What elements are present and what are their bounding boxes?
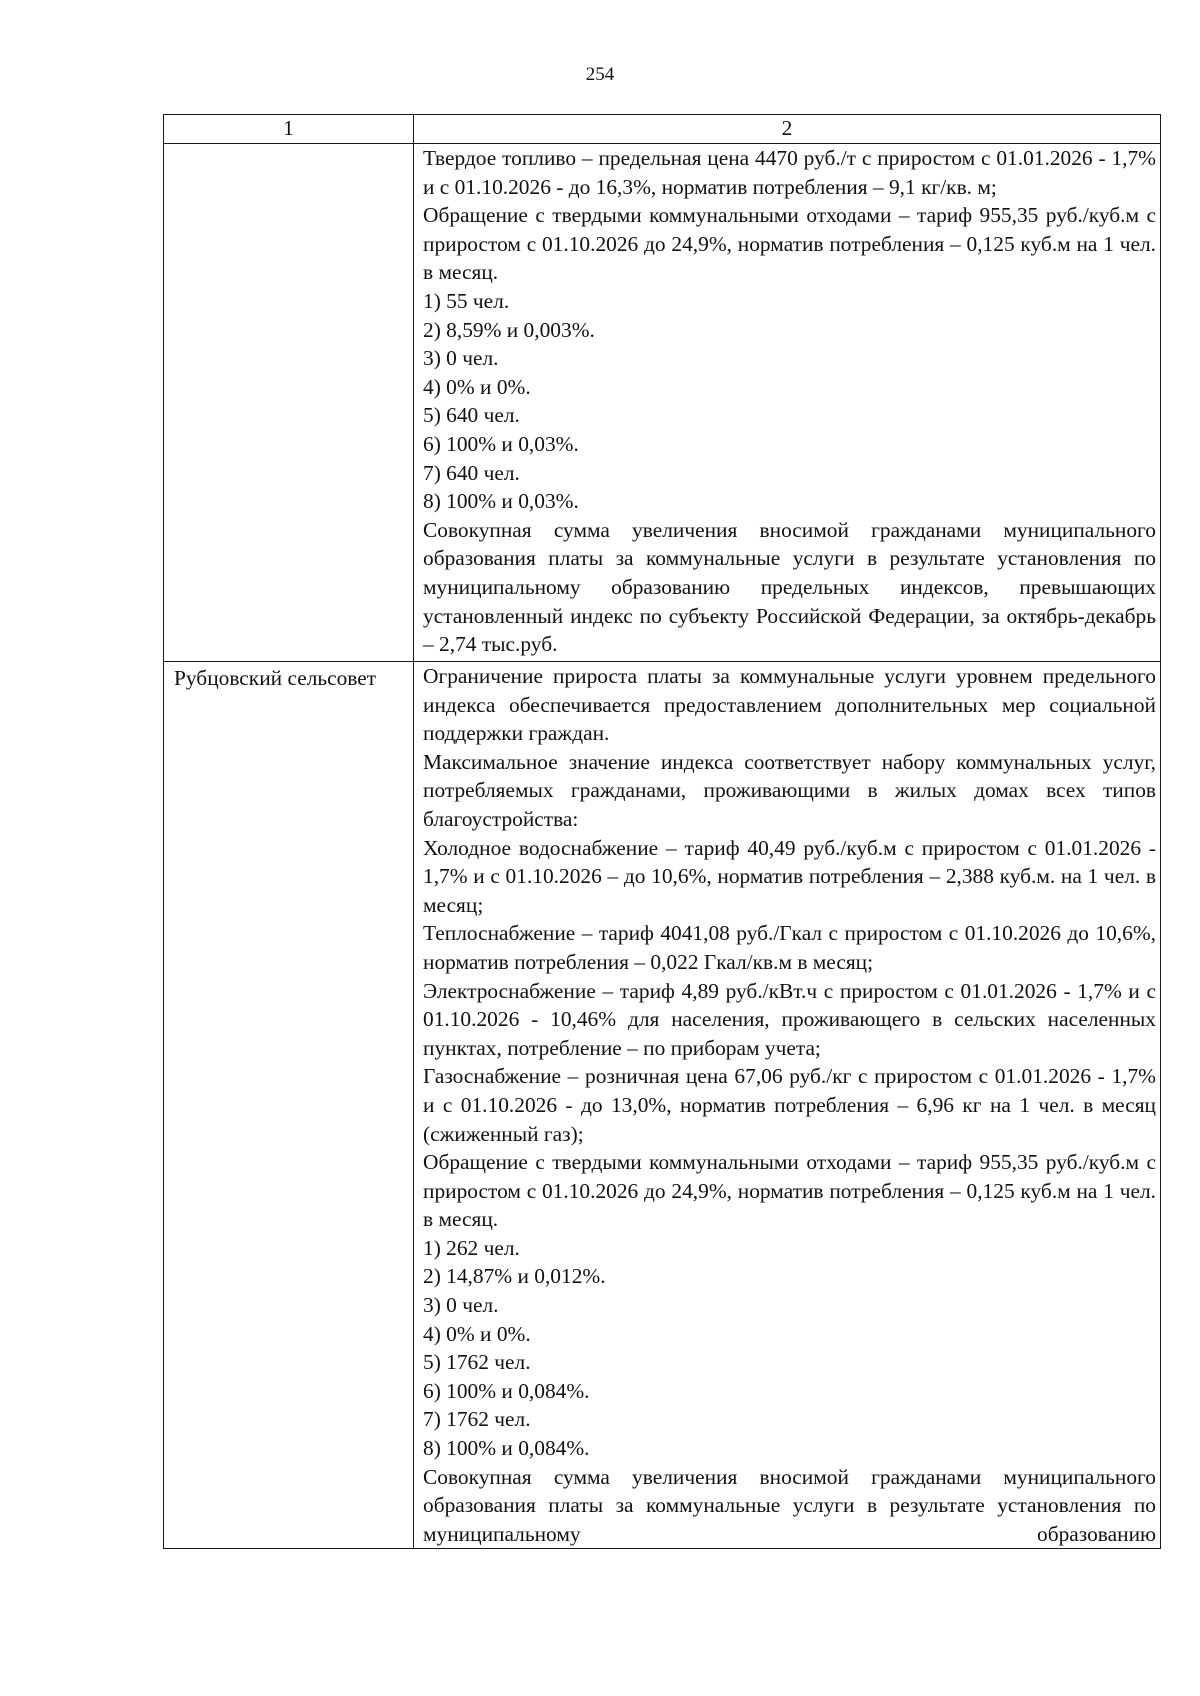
- table-row: [164, 662, 1161, 1549]
- column-header-2: 2: [414, 115, 1161, 144]
- column-header-1: 1: [164, 115, 414, 144]
- list-item: 5) 1762 чел.: [423, 1350, 531, 1375]
- list-item: 1) 55 чел.: [423, 288, 510, 313]
- paragraph-limit-growth: Ограничение прироста платы за коммунальные услуги уровнем предельного индекса обеспечивается предоставлением дополнительных мер социальной поддержки граждан.: [423, 664, 1156, 746]
- list-item: 2) 14,87% и 0,012%.: [423, 1264, 606, 1289]
- list-item: 4) 0% и 0%.: [423, 374, 531, 399]
- list-item: 8) 100% и 0,084%.: [423, 1436, 590, 1461]
- data-table: [163, 114, 1161, 1549]
- paragraph-electricity: Электроснабжение – тариф 4,89 руб./кВт.ч с приростом с 01.01.2026 - 1,7% и с 01.10.2026 - 10,46% для населения, проживающего в сельских населенных пунктах, потребление – по приборам учета;: [423, 978, 1156, 1060]
- paragraph-cold-water: Холодное водоснабжение – тариф 40,49 руб./куб.м с приростом с 01.01.2026 - 1,7% и с 01.10.2026 – до 10,6%, норматив потребления – 2,388 куб.м. на 1 чел. в месяц;: [423, 835, 1156, 917]
- page-number: 254: [585, 64, 615, 85]
- municipality-name-cell: Рубцовский сельсовет: [164, 662, 414, 1549]
- paragraph-total-increase: Совокупная сумма увеличения вносимой гражданами муниципального образования платы за коммунальные услуги в результате установления по муниципальному образованию предельных индексов, превышающих установленный индекс по субъекту Российской Федерации, за октябрь-декабрь – 2,74 тыс.руб.: [423, 517, 1156, 657]
- list-item: 8) 100% и 0,03%.: [423, 489, 579, 514]
- list-item: 2) 8,59% и 0,003%.: [423, 317, 595, 342]
- paragraph-heating: Теплоснабжение – тариф 4041,08 руб./Гкал с приростом с 01.10.2026 до 10,6%, норматив потребления – 0,022 Гкал/кв.м в месяц;: [423, 921, 1156, 974]
- list-item: 4) 0% и 0%.: [423, 1321, 531, 1346]
- municipality-name-cell: [164, 144, 414, 662]
- paragraph-gas: Газоснабжение – розничная цена 67,06 руб./кг с приростом с 01.01.2026 - 1,7% и с 01.10.2026 - до 13,0%, норматив потребления – 6,96 кг на 1 чел. в месяц (сжиженный газ);: [423, 1064, 1156, 1146]
- list-item: 1) 262 чел.: [423, 1235, 520, 1260]
- list-item: 7) 640 чел.: [423, 460, 520, 485]
- list-item: 3) 0 чел.: [423, 346, 499, 371]
- list-item: 5) 640 чел.: [423, 403, 520, 428]
- description-cell: [414, 144, 1161, 662]
- list-item: 7) 1762 чел.: [423, 1407, 531, 1432]
- table-header-row: [164, 115, 1161, 144]
- list-item: 6) 100% и 0,084%.: [423, 1378, 590, 1403]
- description-cell: [414, 662, 1161, 1549]
- list-item: 6) 100% и 0,03%.: [423, 431, 579, 456]
- paragraph-waste-disposal: Обращение с твердыми коммунальными отходами – тариф 955,35 руб./куб.м с приростом с 01.10.2026 до 24,9%, норматив потребления – 0,125 куб.м на 1 чел. в месяц.: [423, 203, 1156, 285]
- table-row: [164, 144, 1161, 662]
- paragraph-solid-fuel: Твердое топливо – предельная цена 4470 руб./т с приростом с 01.01.2026 - 1,7% и с 01.10.2026 - до 16,3%, норматив потребления – 9,1 кг/кв. м;: [423, 146, 1156, 199]
- paragraph-waste-disposal: Обращение с твердыми коммунальными отходами – тариф 955,35 руб./куб.м с приростом с 01.10.2026 до 24,9%, норматив потребления – 0,125 куб.м на 1 чел. в месяц.: [423, 1150, 1156, 1232]
- paragraph-max-index: Максимальное значение индекса соответствует набору коммунальных услуг, потребляемых гражданами, проживающими в жилых домах всех типов благоустройства:: [423, 749, 1156, 831]
- paragraph-total-increase: Совокупная сумма увеличения вносимой гражданами муниципального образования платы за коммунальные услуги в результате установления по муниципальному образованию: [423, 1464, 1156, 1546]
- list-item: 3) 0 чел.: [423, 1293, 499, 1318]
